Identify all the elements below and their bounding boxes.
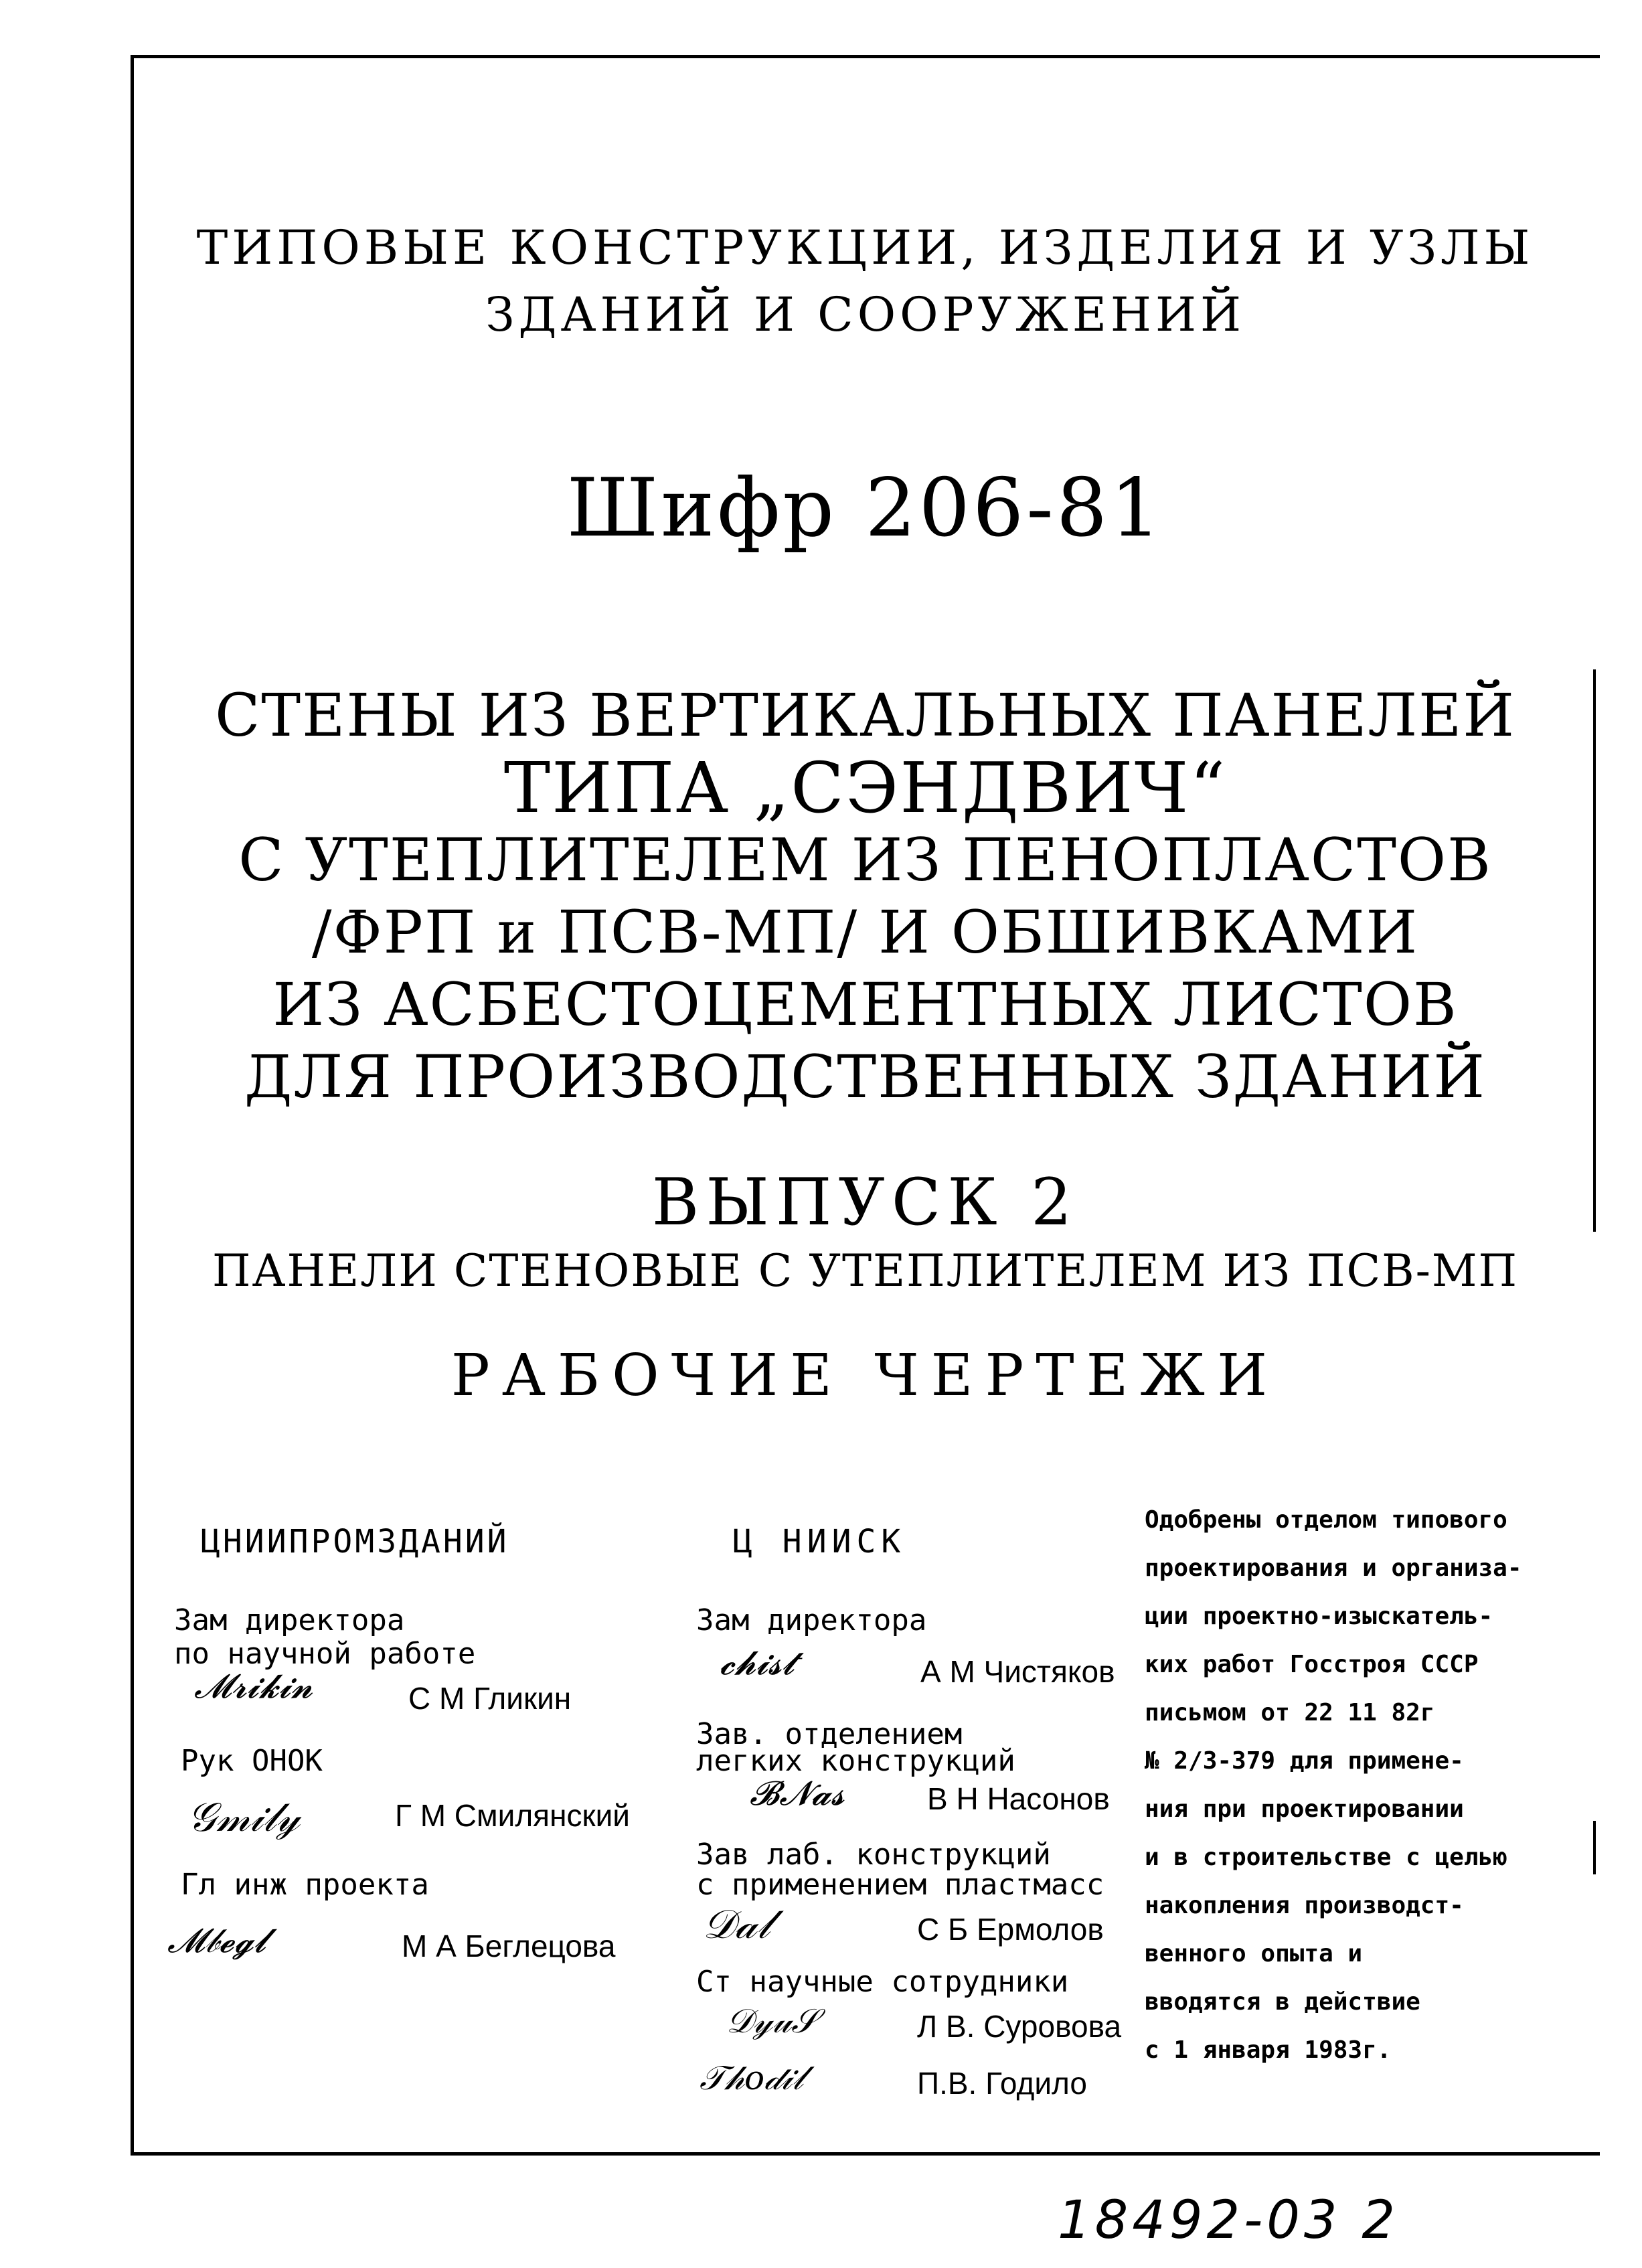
- right-role3-line2: с применением пластмасс: [696, 1868, 1104, 1902]
- approval-line: ких работ Госстроя СССР: [1145, 1651, 1479, 1678]
- signature-surovova: 𝒟𝓎𝓊𝒮: [726, 2002, 817, 2040]
- approval-line: ния при проектировании: [1145, 1795, 1464, 1823]
- signature-smilyansky: 𝒢𝓂𝒾𝓁𝓎: [187, 1794, 300, 1841]
- approval-line: вводятся в действие: [1145, 1988, 1420, 2016]
- right-person3: С Б Ермолов: [917, 1912, 1104, 1947]
- right-person5: П.В. Годило: [917, 2066, 1087, 2101]
- left-person3: М А Беглецова: [402, 1929, 616, 1963]
- left-role3: Гл инж проекта: [181, 1868, 429, 1902]
- series-line-1: ТИПОВЫЕ КОНСТРУКЦИИ, ИЗДЕЛИЯ И УЗЛЫ: [196, 220, 1534, 275]
- approval-line: проектирования и организа-: [1145, 1554, 1522, 1582]
- working-drawings-label: РАБОЧИЕ ЧЕРТЕЖИ: [450, 1342, 1280, 1409]
- title-line-5: ИЗ АСБЕСТОЦЕМЕНТНЫХ ЛИСТОВ: [272, 970, 1458, 1039]
- approval-line: Одобрены отделом типового: [1145, 1506, 1507, 1534]
- issue-subtitle: ПАНЕЛИ СТЕНОВЫЕ С УТЕПЛИТЕЛЕМ ИЗ ПСВ-МП: [212, 1245, 1519, 1297]
- signature-godilo: 𝒯𝒽𝑜𝒹𝒾𝓁: [700, 2058, 804, 2097]
- org-tsniisk: Ц НИИСК: [733, 1523, 906, 1560]
- right-role3-line1: Зав лаб. конструкций: [696, 1838, 1051, 1872]
- series-line-2: ЗДАНИЙ И СООРУЖЕНИЙ: [485, 287, 1246, 342]
- approval-line: с 1 января 1983г.: [1145, 2036, 1392, 2064]
- title-line-4: /ФРП и ПСВ-МП/ И ОБШИВКАМИ: [311, 898, 1419, 967]
- title-line-3: С УТЕПЛИТЕЛЕМ ИЗ ПЕНОПЛАСТОВ: [238, 825, 1492, 894]
- issue-number: ВЫПУСК 2: [651, 1165, 1079, 1240]
- right-role2-line1: Зав. отделением: [696, 1717, 963, 1751]
- inventory-number: 18492-03 2: [1058, 2190, 1399, 2251]
- right-role2-line2: легких конструкций: [696, 1744, 1015, 1778]
- title-line-1: СТЕНЫ ИЗ ВЕРТИКАЛЬНЫХ ПАНЕЛЕЙ: [215, 681, 1515, 750]
- right-person4: Л В. Суровова: [917, 2009, 1122, 2044]
- approval-line: № 2/3-379 для примене-: [1145, 1747, 1464, 1775]
- org-tsniipromzdaniy: ЦНИИПРОМЗДАНИЙ: [201, 1523, 509, 1560]
- approval-line: накопления производст-: [1145, 1892, 1464, 1919]
- title-line-6: ДЛЯ ПРОИЗВОДСТВЕННЫХ ЗДАНИЙ: [244, 1042, 1486, 1111]
- left-role1-line1: Зам директора: [174, 1603, 405, 1637]
- right-person2: В Н Насонов: [927, 1781, 1110, 1816]
- approval-line: письмом от 22 11 82г: [1145, 1699, 1435, 1726]
- approval-line: и в строительстве с целью: [1145, 1844, 1507, 1871]
- signature-nasonov: 𝓑𝓝𝓪𝓼: [750, 1774, 845, 1813]
- left-role1-line2: по научной работе: [174, 1637, 476, 1671]
- signature-begletsova: 𝓜𝒷𝓮𝓰𝓵: [167, 1921, 266, 1960]
- series-heading: [131, 214, 1600, 348]
- cipher-code: Шифр 206-81: [566, 462, 1164, 555]
- title-line-2: ТИПА „СЭНДВИЧ“: [503, 747, 1227, 829]
- approval-line: венного опыта и: [1145, 1940, 1363, 1967]
- right-person1: А М Чистяков: [920, 1654, 1115, 1689]
- right-role4: Ст научные сотрудники: [696, 1965, 1069, 1999]
- signature-chistyakov: 𝓬𝓱𝓲𝓼𝓽: [720, 1643, 795, 1682]
- left-person1: С М Гликин: [408, 1681, 572, 1716]
- approval-note: [1145, 1496, 1546, 2075]
- left-person2: Г М Смилянский: [395, 1798, 630, 1833]
- signature-glikin: 𝓜𝓻𝓲𝓴𝓲𝓷: [194, 1667, 313, 1706]
- frame-right-edge-lower: [1593, 1821, 1596, 1874]
- document-title: [131, 679, 1600, 1113]
- approval-line: ции проектно-изыскатель-: [1145, 1603, 1493, 1630]
- signature-ermolov: 𝒟𝒶𝓁: [703, 1901, 770, 1948]
- left-role2: Рук ОНОК: [181, 1744, 323, 1778]
- right-role1: Зам директора: [696, 1603, 927, 1637]
